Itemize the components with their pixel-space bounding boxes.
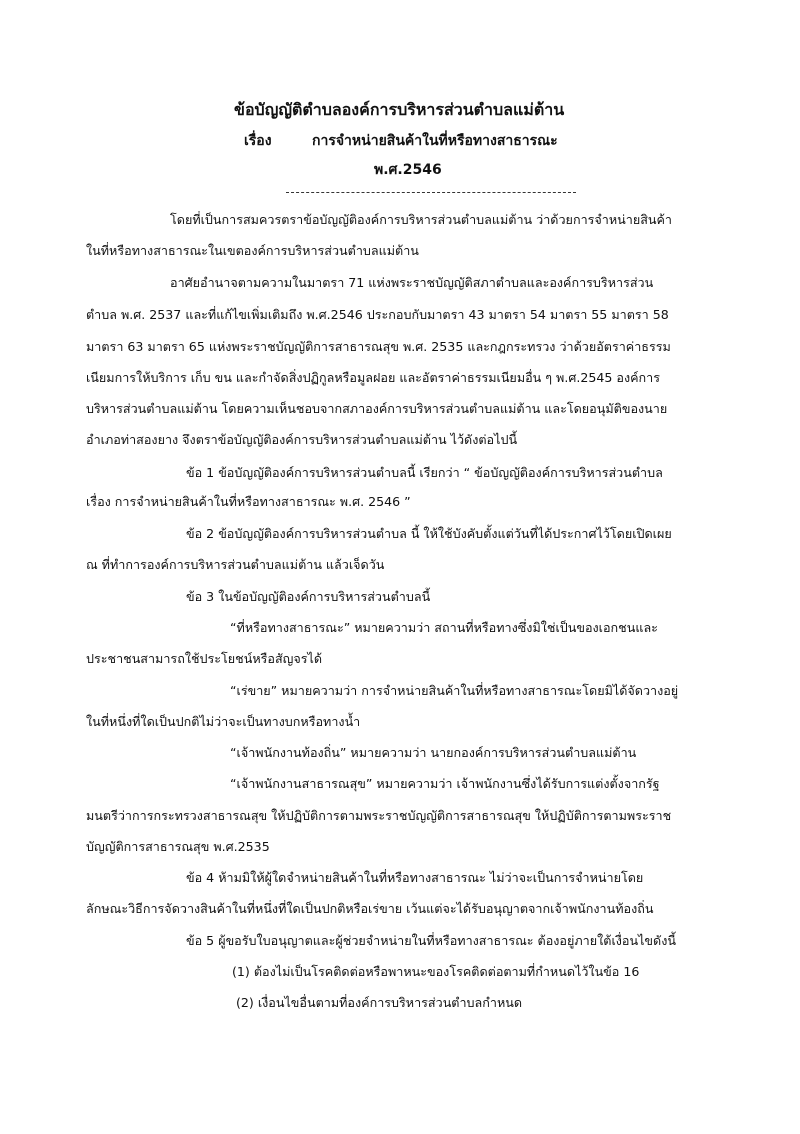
clause-line: ณ ที่ทำการองค์การบริหารส่วนตำบลแม่ต้าน แล้วเจ็ดวัน	[86, 557, 385, 572]
definition-line: “เร่ขาย” หมายความว่า การจำหน่ายสินค้าในที่หรือทางสาธารณะโดยมิได้จัดวางอยู่	[230, 683, 679, 698]
clause-line: ข้อ 2 ข้อบัญญัติองค์การบริหารส่วนตำบล นี้ ให้ใช้บังคับตั้งแต่วันที่ได้ประกาศไว้โดยเปิดเผย	[186, 526, 672, 541]
separator-line	[286, 192, 576, 193]
clause-line: เรื่อง การจำหน่ายสินค้าในที่หรือทางสาธารณะ พ.ศ. 2546 ”	[86, 494, 411, 509]
preamble-line: ในที่หรือทางสาธารณะในเขตองค์การบริหารส่วนตำบลแม่ต้าน	[86, 243, 419, 258]
preamble-line: โดยที่เป็นการสมควรตราข้อบัญญัติองค์การบริหารส่วนตำบลแม่ต้าน ว่าด้วยการจำหน่ายสินค้า	[170, 212, 673, 227]
clause-line: ข้อ 4 ห้ามมิให้ผู้ใดจำหน่ายสินค้าในที่หรือทางสาธารณะ ไม่ว่าจะเป็นการจำหน่ายโดย	[186, 870, 644, 885]
document-title: ข้อบัญญัติตำบลองค์การบริหารส่วนตำบลแม่ต้าน	[234, 100, 565, 119]
definition-line: “เจ้าพนักงานท้องถิ่น” หมายความว่า นายกองค์การบริหารส่วนตำบลแม่ต้าน	[230, 745, 637, 760]
definition-line: มนตรีว่าการกระทรวงสาธารณสุข ให้ปฏิบัติการตามพระราชบัญญัติการสาธารณสุข ให้ปฏิบัติการตามพระราช	[86, 808, 672, 823]
definition-line: “เจ้าพนักงานสาธารณสุข” หมายความว่า เจ้าพนักงานซึ่งได้รับการแต่งตั้งจากรัฐ	[230, 776, 660, 791]
condition-item: (1) ต้องไม่เป็นโรคติดต่อหรือพาหนะของโรคติดต่อตามที่กำหนดไว้ในข้อ 16	[232, 964, 640, 979]
condition-item: (2) เงื่อนไขอื่นตามที่องค์การบริหารส่วนตำบลกำหนด	[236, 995, 523, 1010]
preamble-line: อาศัยอำนาจตามความในมาตรา 71 แห่งพระราชบัญญัติสภาตำบลและองค์การบริหารส่วน	[170, 275, 654, 290]
subject-label: เรื่อง	[244, 133, 272, 149]
definition-line: บัญญัติการสาธารณสุข พ.ศ.2535	[86, 839, 270, 854]
preamble-line: บริหารส่วนตำบลแม่ต้าน โดยความเห็นชอบจากสภาองค์การบริหารส่วนตำบลแม่ต้าน และโดยอนุมัติของนาย	[86, 401, 668, 416]
preamble-line: ตำบล พ.ศ. 2537 และที่แก้ไขเพิ่มเติมถึง พ.ศ.2546 ประกอบกับมาตรา 43 มาตรา 54 มาตรา 55 มาตรา 58	[86, 307, 669, 322]
definition-line: ในที่หนึ่งที่ใดเป็นปกติไม่ว่าจะเป็นทางบกหรือทางน้ำ	[86, 714, 361, 729]
subject-text: การจำหน่ายสินค้าในที่หรือทางสาธารณะ	[312, 133, 558, 149]
preamble-line: อำเภอท่าสองยาง จึงตราข้อบัญญัติองค์การบริหารส่วนตำบลแม่ต้าน ไว้ดังต่อไปนี้	[86, 432, 518, 447]
definition-line: ประชาชนสามารถใช้ประโยชน์หรือสัญจรได้	[86, 651, 323, 666]
clause-line: ลักษณะวิธีการจัดวางสินค้าในที่หนึ่งที่ใดเป็นปกติหรือเร่ขาย เว้นแต่จะได้รับอนุญาตจากเจ้าพนักงานท้องถิ่น	[86, 901, 654, 916]
preamble-line: มาตรา 63 มาตรา 65 แห่งพระราชบัญญัติการสาธารณสุข พ.ศ. 2535 และกฎกระทรวง ว่าด้วยอัตราค่าธรรม	[86, 339, 671, 354]
preamble-line: เนียมการให้บริการ เก็บ ขน และกำจัดสิ่งปฏิกูลหรือมูลฝอย และอัตราค่าธรรมเนียมอื่น ๆ พ.ศ.2545 องค์การ	[86, 370, 661, 385]
definition-line: “ที่หรือทางสาธารณะ” หมายความว่า สถานที่หรือทางซึ่งมิใช่เป็นของเอกชนและ	[230, 620, 658, 635]
clause-line: ข้อ 3 ในข้อบัญญัติองค์การบริหารส่วนตำบลนี้	[186, 589, 431, 604]
document-year: พ.ศ.2546	[374, 162, 442, 178]
clause-line: ข้อ 1 ข้อบัญญัติองค์การบริหารส่วนตำบลนี้ เรียกว่า “ ข้อบัญญัติองค์การบริหารส่วนตำบล	[186, 465, 663, 480]
clause-line: ข้อ 5 ผู้ขอรับใบอนุญาตและผู้ช่วยจำหน่ายในที่หรือทางสาธารณะ ต้องอยู่ภายใต้เงื่อนไขดังนี้	[186, 933, 676, 948]
